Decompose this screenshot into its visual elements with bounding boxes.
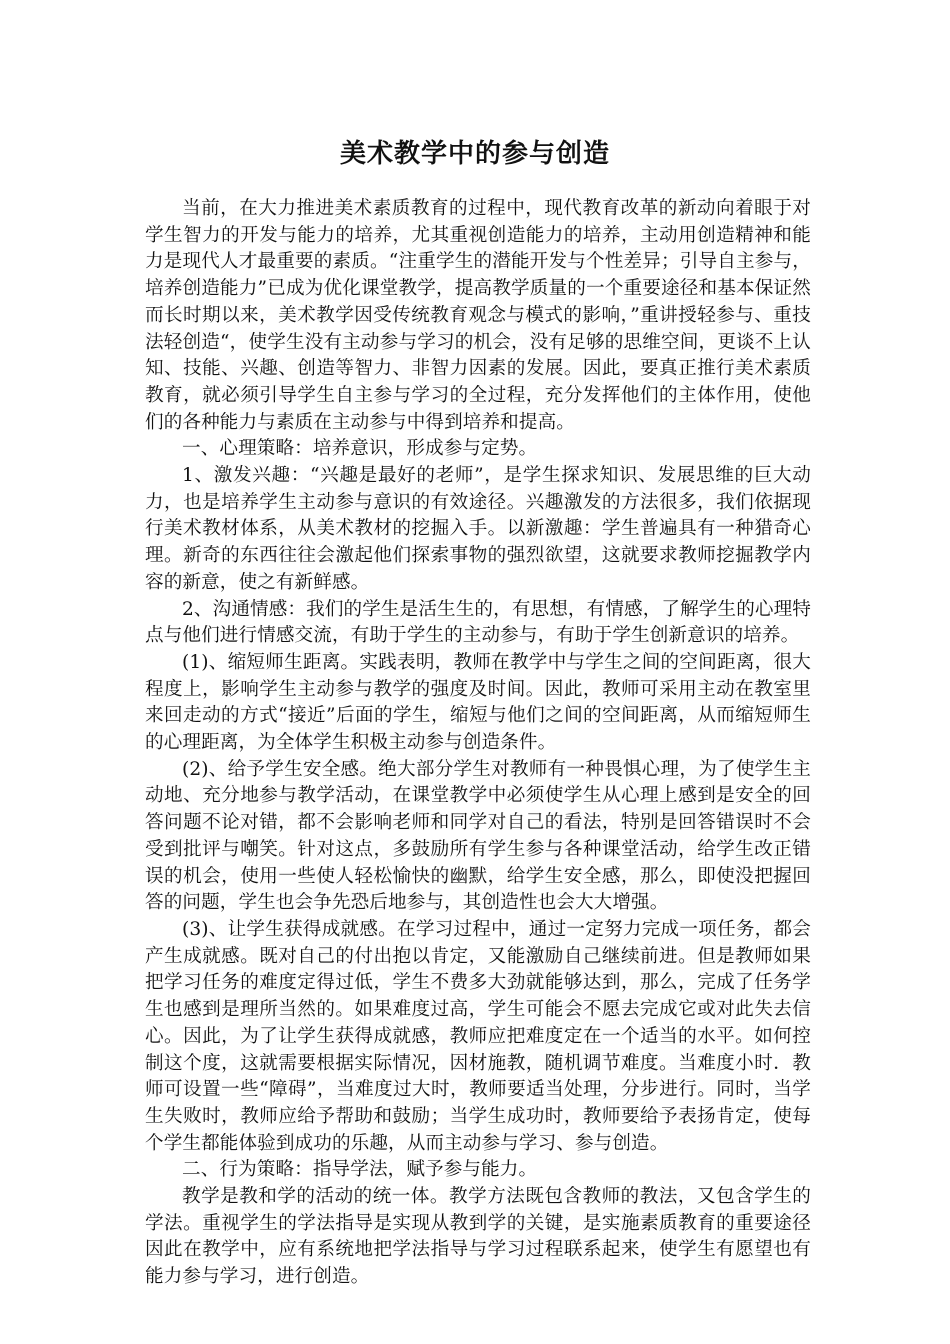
paragraph-intro: 当前，在大力推进美术素质教育的过程中，现代教育改革的新动向着眼于对学生智力的开发与能力的培养，尤其重视创造能力的培养，主动用创造精神和能力是现代人才最重要的素质。“注重学生的潜能开发与个性差异；引导自主参与，培养创造能力”已成为优化课堂教学，提高教学质量的一个重要途径和基本保证然而长时期以来，美术教学因受传统教育观念与模式的影响，”重讲授轻参与、重技法轻创造“，使学生没有主动参与学习的机会，没有足够的思维空间，更谈不上认知、技能、兴趣、创造等智力、非智力因素的发展。因此，要真正推行美术素质教育，就必须引导学生自主参与学习的全过程，充分发挥他们的主体作用，使他们的各种能力与素质在主动参与中得到培养和提高。 <box>145 198 811 433</box>
paragraph-shorten-distance: (1)、缩短师生距离。实践表明，教师在教学中与学生之间的空间距离，很大程度上，影响学生主动参与教学的强度及时间。因此，教师可采用主动在教室里来回走动的方式“接近”后面的学生，缩短与他们之间的空间距离，从而缩短师生的心理距离，为全体学生积极主动参与创造条件。 <box>145 651 811 754</box>
document-body <box>145 196 811 1291</box>
paragraph-sense-of-security: (2)、给予学生安全感。绝大部分学生对教师有一种畏惧心理，为了使学生主动地、充分地参与教学活动，在课堂教学中必须使学生从心理上感到是安全的回答问题不论对错，都不会影响老师和同学对自己的看法，特别是回答错误时不会受到批评与嘲笑。针对这点，多鼓励所有学生参与各种课堂活动，给学生改正错误的机会，使用一些使人轻松愉快的幽默，给学生安全感，那么，即使没把握回答的问题，学生也会争先恐后地参与，其创造性也会大大增强。 <box>145 758 811 914</box>
heading-behavior-strategy: 二、行为策略：指导学法，赋予参与能力。 <box>182 1159 538 1181</box>
paragraph-stimulate-interest: 1、激发兴趣：“兴趣是最好的老师”，是学生探求知识、发展思维的巨大动力，也是培养学生主动参与意识的有效途径。兴趣激发的方法很多，我们依据现行美术教材体系，从美术教材的挖掘入手。以新激趣：学生普遍具有一种猎奇心理。新奇的东西往往会激起他们探索事物的强烈欲望，这就要求教师挖掘教学内容的新意，使之有新鲜感。 <box>145 465 811 593</box>
paragraph-communicate-emotion: 2、沟通情感：我们的学生是活生生的，有思想，有情感，了解学生的心理特点与他们进行情感交流，有助于学生的主动参与，有助于学生创新意识的培养。 <box>145 598 811 647</box>
heading-psychological-strategy: 一、心理策略：培养意识，形成参与定势。 <box>182 438 538 460</box>
paragraph-learning-method: 教学是教和学的活动的统一体。教学方法既包含教师的教法，又包含学生的学法。重视学生的学法指导是实现从教到学的关键，是实施素质教育的重要途径因此在教学中，应有系统地把学法指导与学习过程联系起来，使学生有愿望也有能力参与学习，进行创造。 <box>145 1186 811 1288</box>
paragraph-sense-of-achievement: (3)、让学生获得成就感。在学习过程中，通过一定努力完成一项任务，都会产生成就感。既对自己的付出抱以肯定，又能激励自己继续前进。但是教师如果把学习任务的难度定得过低，学生不费多大劲就能够达到，那么，完成了任务学生也感到是理所当然的。如果难度过高，学生可能会不愿去完成它或对此失去信心。因此，为了让学生获得成就感，教师应把难度定在一个适当的水平。如何控制这个度，这就需要根据实际情况，因材施教，随机调节难度。当难度小时．教师可设置一些“障碍”，当难度过大时，教师要适当处理，分步进行。同时，当学生失败时，教师应给予帮助和鼓励；当学生成功时，教师要给予表扬肯定，使每个学生都能体验到成功的乐趣，从而主动参与学习、参与创造。 <box>145 918 811 1154</box>
document-title: 美术教学中的参与创造 <box>339 139 610 169</box>
